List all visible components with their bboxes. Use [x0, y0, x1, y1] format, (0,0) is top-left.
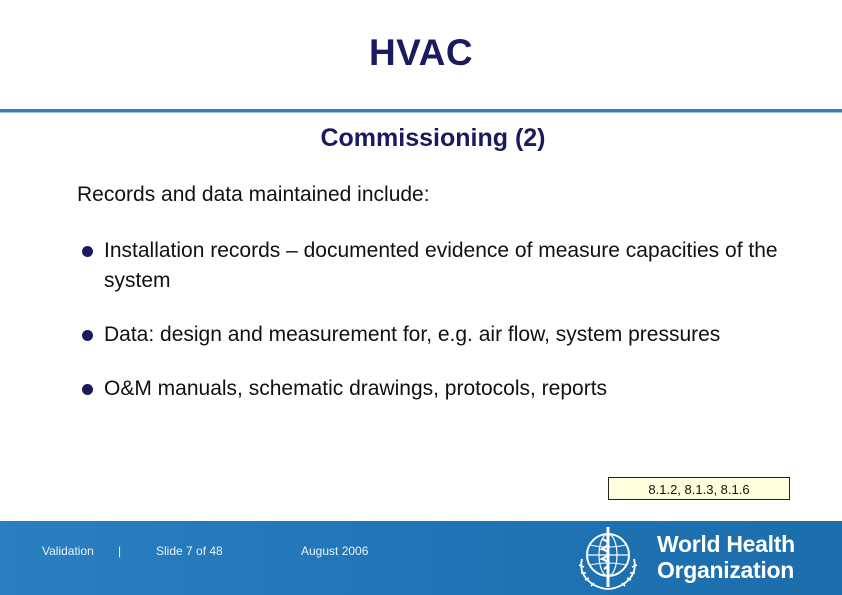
footer-section: Validation	[42, 544, 94, 558]
footer-slide-number: Slide 7 of 48	[156, 544, 223, 558]
slide-subtitle: Commissioning (2)	[320, 124, 546, 152]
bullet-dot-icon	[82, 246, 93, 257]
intro-text: Records and data maintained include:	[77, 183, 430, 206]
who-emblem-icon	[572, 521, 652, 595]
footer-bar	[0, 521, 842, 595]
who-name-line2: Organization	[657, 557, 794, 583]
footer-date: August 2006	[301, 544, 369, 558]
who-organization-name	[657, 531, 795, 583]
slide-title: HVAC	[368, 32, 474, 73]
who-name-line1: World Health	[657, 531, 795, 557]
bullet-dot-icon	[82, 330, 93, 341]
bullet-item	[82, 320, 782, 350]
reference-box: 8.1.2, 8.1.3, 8.1.6	[608, 477, 790, 500]
bullet-item	[82, 236, 782, 296]
bullet-text: Installation records – documented evidence of measure capacities of the system	[104, 239, 778, 292]
bullet-text: Data: design and measurement for, e.g. air flow, system pressures	[104, 323, 721, 346]
bullet-item	[82, 374, 782, 404]
bullet-text: O&M manuals, schematic drawings, protocols, reports	[104, 377, 608, 400]
footer-separator: |	[118, 544, 122, 558]
bullet-dot-icon	[82, 384, 93, 395]
bullet-list	[82, 236, 782, 428]
title-divider-shadow	[0, 112, 842, 113]
